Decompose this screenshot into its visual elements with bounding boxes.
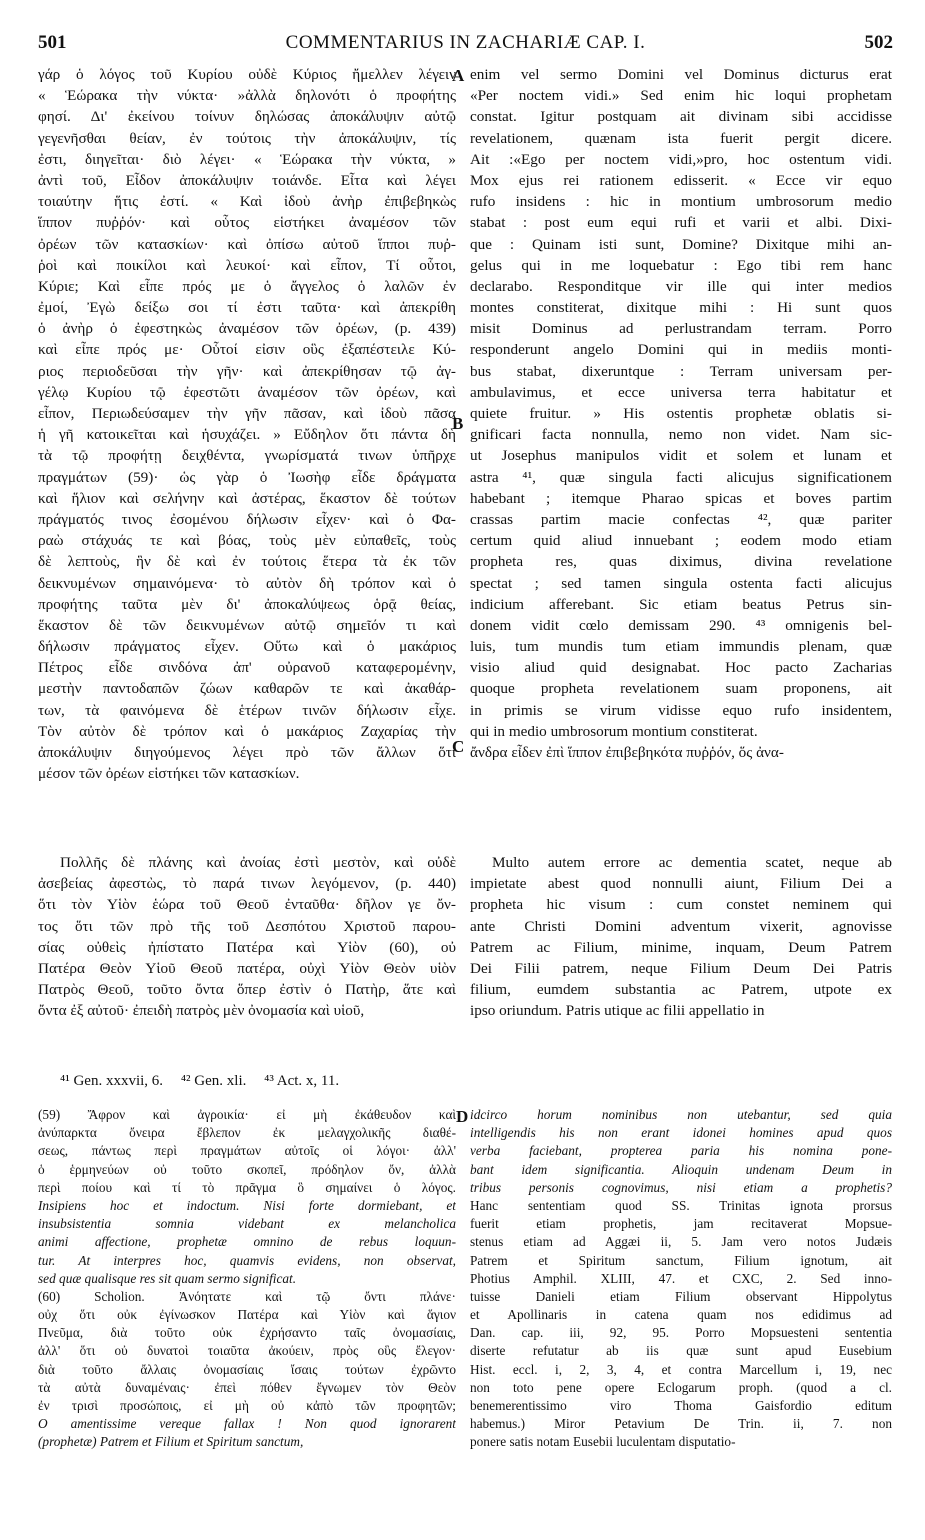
- text-line: ριος περιοδεῦσαι τὴν γῆν· καὶ ἀπεκρίθησαν τῷ ἀγ-: [38, 362, 456, 380]
- latin-text-column-continued: [470, 852, 892, 1022]
- text-line: diserte refutatur ab iis quæ sunt apud Eusebium: [470, 1343, 892, 1359]
- text-line: visio aliud quid designabat. Hoc pacto Zacharias: [470, 659, 892, 677]
- text-line: stenus etiam ad Aggæi ii, 5. Jam vero notos Judæis: [470, 1234, 892, 1250]
- text-line: Multo autem errore ac dementia scatet, neque ab: [492, 854, 892, 871]
- text-line: stabat : post eum equi rufi et varii et albi. Dixi-: [470, 214, 892, 232]
- text-line: Dan. cap. iii, 92, 95. Porro Mopsuesteni sententia: [470, 1325, 892, 1341]
- scripture-references: [60, 1073, 353, 1090]
- text-line: Πολλῆς δὲ πλάνης καὶ ἀνοίας ἐστὶ μεστὸν, καὶ οὐδὲ: [60, 854, 456, 871]
- text-line: τὰ αὐτὰ δυναμέναις· ἐπεὶ πόθεν ἔγνωμεν τὸν Θεὸν: [38, 1379, 456, 1395]
- text-line: propheta hic visum : cum constet neminem qui: [470, 896, 892, 914]
- text-line: indicium afferebant. Sic etiam beatus Petrus sin-: [470, 595, 892, 613]
- text-line: πραγμάτων (59)· ὡς γὰρ ὁ Ἰωσὴφ εἶδε δράγματα: [38, 468, 456, 486]
- text-line: δήλωσιν πράγματος εἶχεν. Οὕτω καὶ ὁ μακάριος: [38, 638, 456, 656]
- text-line: quoque propheta revelationem suam proponens, ait: [470, 680, 892, 698]
- text-line: Dei Filii patrem, neque Filium Deum Dei Patris: [470, 959, 892, 977]
- text-line: οὐχ ὅτι οὐκ ἐγίνωσκον Πατέρα καὶ Υἱὸν καὶ ἅγιον: [38, 1307, 456, 1323]
- page-number-right: 502: [864, 32, 893, 53]
- running-title: COMMENTARIUS IN ZACHARIÆ CAP. I.: [285, 32, 646, 53]
- text-line: Photius Amphil. XLIII, 47. et CXC, 2. Sed inno-: [470, 1270, 892, 1286]
- section-marker-a: A: [452, 66, 465, 85]
- text-line: astra ⁴¹, quæ singula facti alicujus significationem: [470, 468, 892, 486]
- text-line: que : Quinam isti sunt, Domine? Dixitque mihi an-: [470, 235, 892, 253]
- text-line: των, τὰ φαινόμενα δὲ ἑτέρων τινῶν δήλωσιν εἶχε.: [38, 701, 456, 719]
- text-line: Mox ejus rei rationem edisserit. « Ecce vir equo: [470, 171, 892, 189]
- text-line: «Per noctem vidi.» Sed enim hic loqui prophetam: [470, 87, 892, 105]
- text-line: φησί. Δι' ἐκείνου τοίνυν δηλώσας ἀποκάλυψιν αὐτῷ: [38, 108, 456, 126]
- text-line: πράγματός τινος ἐσομένου δήλωσιν εἶχεν· καὶ ὁ Φα-: [38, 510, 456, 528]
- footnotes-right: [470, 1106, 892, 1452]
- text-line: Patrem et Spiritum sanctum, Filium ignotum, ait: [470, 1252, 892, 1268]
- text-line: filium, eumdem substantia ac Patrem, utpote ex: [470, 981, 892, 999]
- text-line: « Ἑώρακα τὴν νύκτα· »ἀλλὰ δηλονότι ὁ προφήτης: [38, 87, 456, 105]
- text-line: ἐστι, διηγεῖται· διὸ λέγει· « Ἑώρακα τὴν νύκτα, »: [38, 150, 456, 168]
- text-line: Πατέρα Θεὸν Υἱοῦ Θεοῦ πατέρα, οὐχὶ Υἱὸν Θεὸν υἱὸν: [38, 959, 456, 977]
- text-line: ῥοὶ καὶ ποικίλοι καὶ λευκοί· καὶ εἶπον, Τί οὗτοι,: [38, 256, 456, 274]
- text-line: habebant ; itemque Pharao spicas et boves partim: [470, 489, 892, 507]
- text-line: quiete fruitur. » His ostentis prophetæ oblatis si-: [470, 405, 892, 422]
- text-line: ἐν τρισὶ προσώποις, εἰ μὴ οὐ κἀπὸ τῶν προφητῶν;: [38, 1398, 456, 1413]
- text-line: ante Christi Domini adventum vixerit, agnovisse: [470, 917, 892, 935]
- text-line: (prophetæ) Patrem et Filium et Spiritum sanctum,: [38, 1434, 304, 1450]
- text-line: τὰ τῷ προφήτῃ δειχθέντα, γνωρίσματά τινων ὑπῆρχε: [38, 447, 456, 465]
- text-line: propheta res, quas diximus, divina revelatione: [470, 553, 892, 571]
- text-line: Hist. eccl. i, 2, 3, 4, et contra Marcellum i, 19, nec: [470, 1361, 892, 1377]
- text-line: verba faciebant, propterea paria his nomina pone-: [470, 1143, 892, 1159]
- text-line: ambulavimus, et ecce universa terra habitatur et: [470, 383, 892, 401]
- text-line: ὁ ἀνὴρ ὁ ἐφεστηκὼς ἀναμέσον τῶν ὀρέων, (p. 439): [38, 320, 456, 338]
- text-line: ὅτι τὸν Υἱὸν ἑώρα τοῦ Θεοῦ ἐνταῦθα· δῆλον γε ὄν-: [38, 896, 456, 914]
- text-line: qui in medio umbrosorum montium constiterat.: [470, 722, 758, 740]
- section-marker-c: C: [452, 737, 465, 756]
- text-line: intelligendis his non erant idonei homines apud quos: [470, 1125, 892, 1141]
- text-line: περὶ ποίου καὶ τί τὸ πρᾶγμα ὃ σημαίνει ὁ λόγος.: [38, 1179, 456, 1195]
- text-line: (59) Ἄφρον καὶ ἀγροικία· εἰ μὴ ἐκάθευδον καὶ: [38, 1107, 456, 1122]
- text-line: Insipiens hoc et indoctum. Nisi forte dormiebant, et: [38, 1197, 456, 1213]
- text-line: ipso oriundum. Patris utique ac filii appellatio in: [470, 1002, 765, 1020]
- section-marker-d: D: [456, 1107, 469, 1126]
- text-line: habemus.) Miror Petavium De Trin. ii, 7. non: [470, 1416, 892, 1432]
- text-line: Τὸν αὐτὸν δὲ τρόπον καὶ ὁ μακάριος Ζαχαρίας τὴν: [38, 722, 456, 740]
- text-line: ἀντὶ τοῦ, Εἶδον ἀποκάλυψιν τοιάνδε. Εἶτα καὶ λέγει: [38, 171, 456, 189]
- text-line: constat. Igitur postquam ait divinam sibi accidisse: [470, 108, 892, 126]
- text-line: Πατρὸς Θεοῦ, τοῦτο ὄντα ὅπερ ἐστὶν ὁ Πατὴρ, ἅτε καὶ: [38, 981, 456, 999]
- text-line: bant idem significantia. Alioquin undenam Deum in: [470, 1161, 892, 1177]
- text-line: γεγενῆσθαι θείαν, ἐν τούτοις τὴν ἀποκάλυψιν, τίς: [38, 129, 456, 147]
- text-line: tribus personis cognovimus, nisi etiam a prophetis?: [470, 1179, 892, 1195]
- text-line: ὀρέων τῶν κατασκίων· καὶ ὀπίσω αὐτοῦ ἵπποι πυῤ-: [38, 235, 456, 253]
- text-line: Πνεῦμα, διὰ τοῦτο οὐκ ἐχρήσαντο ταῖς ὀνομασίαις,: [38, 1325, 456, 1341]
- text-line: ἄνδρα εἶδεν ἐπὶ ἵππον ἐπιβεβηκότα πυῤῥόν, ὅς ἀνα-: [470, 744, 784, 761]
- text-line: ponere satis notam Eusebii luculentam disputatio-: [470, 1434, 736, 1450]
- text-line: declarabo. Responditque vir ille qui inter medios: [470, 277, 892, 295]
- text-line: in primis se virum vidisse equo rufo insidentem,: [470, 701, 892, 719]
- text-line: Πέτρος εἶδε σινδόνα ἀπ' οὐρανοῦ καταφερομένην,: [38, 659, 456, 677]
- text-line: διὰ τοῦτο ἄλλαις ὀνομασίαις ἴσαις τούτων ἐχρῶντο: [38, 1361, 456, 1377]
- text-line: τος ὅτι τῶν πρὸ τῆς τοῦ Δεσπότου Χριστοῦ παρου-: [38, 917, 456, 935]
- text-line: σίας οὐθεὶς ἠπίστατο Πατέρα καὶ Υἱὸν (60), οὐ: [38, 938, 456, 956]
- latin-text-column: [470, 64, 892, 763]
- text-line: gelus qui in me loquebatur : Ego tibi rem hanc: [470, 256, 892, 274]
- text-line: ἀλλ' ὅτι οὐ δυνατοὶ τοιαῦτα ἀκούειν, πρὸς οὓς ἔλεγον·: [38, 1343, 456, 1359]
- text-line: misit Dominus ad perlustrandam terram. Porro: [470, 320, 892, 338]
- text-line: σεως, πάντως περὶ πραγμάτων αὐτοῖς οἱ λόγοι· ἀλλ': [38, 1143, 456, 1159]
- reference-43: ⁴³ Act. x, 11.: [264, 1073, 340, 1089]
- text-line: donem vidit cœlo demissam 290. ⁴³ omnigenis bel-: [470, 616, 892, 634]
- text-line: ἀσεβείας ἀφεστὼς, τὸ παρά τινων λεγόμενον, (p. 440): [38, 875, 456, 893]
- text-line: tuisse Danieli etiam Filium observant Hippolytus: [470, 1288, 892, 1304]
- text-line: δεικνυμένων σημαινόμενα· τὸ αὐτὸν δὴ τρόπον καὶ ὁ: [38, 574, 456, 592]
- text-line: rufo insidens : hic in montium umbrosorum medio: [470, 193, 892, 211]
- text-line: montes constiterat, dixitque mihi : Hi sunt quos: [470, 299, 892, 317]
- text-line: et Apollinaris in catena quam nos edidimus ad: [470, 1307, 892, 1323]
- text-line: idcirco horum nominibus non utebantur, sed quia: [470, 1107, 892, 1122]
- text-line: καὶ ἥλιον καὶ σελήνην καὶ ἀστέρας, ἕκαστον δὲ τούτων: [38, 489, 456, 507]
- text-line: bus stabat, dixeruntque : Terram universam per-: [470, 362, 892, 380]
- text-line: ἀποκάλυψιν διηγούμενος λέγει πρὸ τῶν ἄλλων ὅτι: [38, 744, 456, 761]
- text-line: ἵππον πυῤῥόν· καὶ οὗτος εἱστήκει ἀναμέσον τῶν: [38, 214, 456, 232]
- text-line: Hanc sententiam quod SS. Trinitas ignota prorsus: [470, 1197, 892, 1213]
- text-line: προφήτης ταῦτα μὲν δι' ἀποκαλύψεως ὁρᾷ θείας,: [38, 595, 456, 613]
- text-line: ἕκαστον δὲ τῶν δεικνυμένων αὐτῷ σημεῖόν τι καὶ: [38, 616, 456, 634]
- text-line: τοιαύτην ἥτις ἐστί. « Καὶ ἰδοὺ ἀνὴρ ἐπιβεβηκὼς: [38, 193, 456, 211]
- text-line: μέσον τῶν ὀρέων εἱστήκει τῶν κατασκίων.: [38, 765, 300, 783]
- text-line: ἀνύπαρκτα ὄνειρα ἔβλεπον ἐκ μελαγχολικῆς διαθέ-: [38, 1125, 456, 1141]
- text-line: impietate abest quod nonnulli aiunt, Filium Dei a: [470, 875, 892, 893]
- text-line: γέλῳ Κυρίου τῷ ἐφεστῶτι ἀναμέσον τῶν ὀρέων, καὶ: [38, 383, 456, 401]
- text-line: γάρ ὁ λόγος τοῦ Κυρίου οὐδὲ Κύριος ἤμελλεν λέγειν: [38, 66, 456, 83]
- footnotes-left: [38, 1106, 456, 1452]
- text-line: crassas partim macie confectas ⁴², quæ pariter: [470, 510, 892, 528]
- text-line: spectat ; sed tamen singula ostenta facti alicujus: [470, 574, 892, 592]
- text-line: certum quid aliud innuebant ; eodem modo etiam: [470, 532, 892, 550]
- page-number-left: 501: [38, 32, 67, 53]
- greek-text-column: [38, 64, 456, 784]
- text-line: ὄντα ἐξ αὐτοῦ· ἐπειδὴ πατρὸς μὲν ὀνομασία καὶ υἱοῦ,: [38, 1002, 365, 1020]
- reference-41: ⁴¹ Gen. xxxvii, 6.: [60, 1073, 164, 1089]
- text-line: tur. At interpres hoc, quamvis evidens, non observat,: [38, 1252, 456, 1268]
- text-line: sed quæ qualisque res sit quam sermo significat.: [38, 1270, 297, 1286]
- text-line: enim vel sermo Domini vel Dominus dicturus erat: [470, 66, 892, 83]
- text-line: ut Josephus manipulos vidit et solem et lunam et: [470, 447, 892, 465]
- text-line: καὶ εἶπε πρός με· Οὗτοί εἰσιν οὓς ἐξαπέστειλε Κύ-: [38, 341, 456, 359]
- text-line: ἡ γῆ κατοικεῖται καὶ ἡσυχάζει. » Εὔδηλον ὅτι πάντα δὴ: [38, 426, 456, 444]
- text-line: responderunt angelo Domini qui in mediis monti-: [470, 341, 892, 359]
- section-marker-b: B: [452, 414, 464, 433]
- text-line: animi affectione, prophetæ omnino de rebus loquun-: [38, 1234, 456, 1250]
- text-line: Κύριε; Καὶ εἶπε πρός με ὁ ἄγγελος ὁ λαλῶν ἐν: [38, 277, 456, 295]
- text-line: εἶπον, Περιωδεύσαμεν τὴν γῆν πᾶσαν, καὶ ἰδοὺ πᾶσα: [38, 405, 456, 422]
- text-line: (60) Scholion. Ἀνόητατε καὶ τῷ ὄντι πλάνε·: [38, 1288, 456, 1304]
- text-line: insubsistentia somnia videbant ex melancholica: [38, 1216, 456, 1232]
- text-line: Patrem ac Filium, minime, inquam, Deum Patrem: [470, 938, 892, 956]
- text-line: luis, tum mundis tum etiam immundis plenam, quæ: [470, 638, 892, 656]
- text-line: δὲ λεπτοὺς, ἣν δὲ καὶ ἐν τούτοις ἕτερα τὰ ἐκ τῶν: [38, 553, 456, 571]
- text-line: ραὼ στάχυάς τε καὶ βόας, τοὺς μὲν εὐπαθεῖς, τοὺς: [38, 532, 456, 550]
- text-line: Ait :«Ego per noctem vidi,»pro, hoc ostentum vidi.: [470, 150, 892, 168]
- running-header: [38, 32, 893, 56]
- text-line: benemerentissimo viro Thoma Gaisfordio editum: [470, 1398, 892, 1413]
- text-line: non toto pene opere Eclogarum proph. (quod a cl.: [470, 1379, 892, 1395]
- text-line: ἐμοί, Ἐγὼ δείξω σοι τί ἐστι ταῦτα· καὶ ἀπεκρίθη: [38, 299, 456, 317]
- text-line: O amentissime vereque fallax ! Non quod ignorarent: [38, 1416, 456, 1432]
- text-line: revelationem, quænam ista fuerit pergit dicere.: [470, 129, 892, 147]
- text-line: ὁ ἑρμηνεύων οὐ τοῦτο σκοπεῖ, πρόδηλον ὄν, ἀλλὰ: [38, 1161, 456, 1177]
- greek-text-column-continued: [38, 852, 456, 1022]
- reference-42: ⁴² Gen. xli.: [180, 1073, 247, 1089]
- text-line: gnificari facta nonnulla, nemo non videt. Nam sic-: [470, 426, 892, 444]
- text-line: μεστὴν παντοδαπῶν ζώων καθαρῶν τε καὶ ἀκαθάρ-: [38, 680, 456, 698]
- text-line: fuerit etiam prophetis, jam recitaverat Mopsue-: [470, 1216, 892, 1232]
